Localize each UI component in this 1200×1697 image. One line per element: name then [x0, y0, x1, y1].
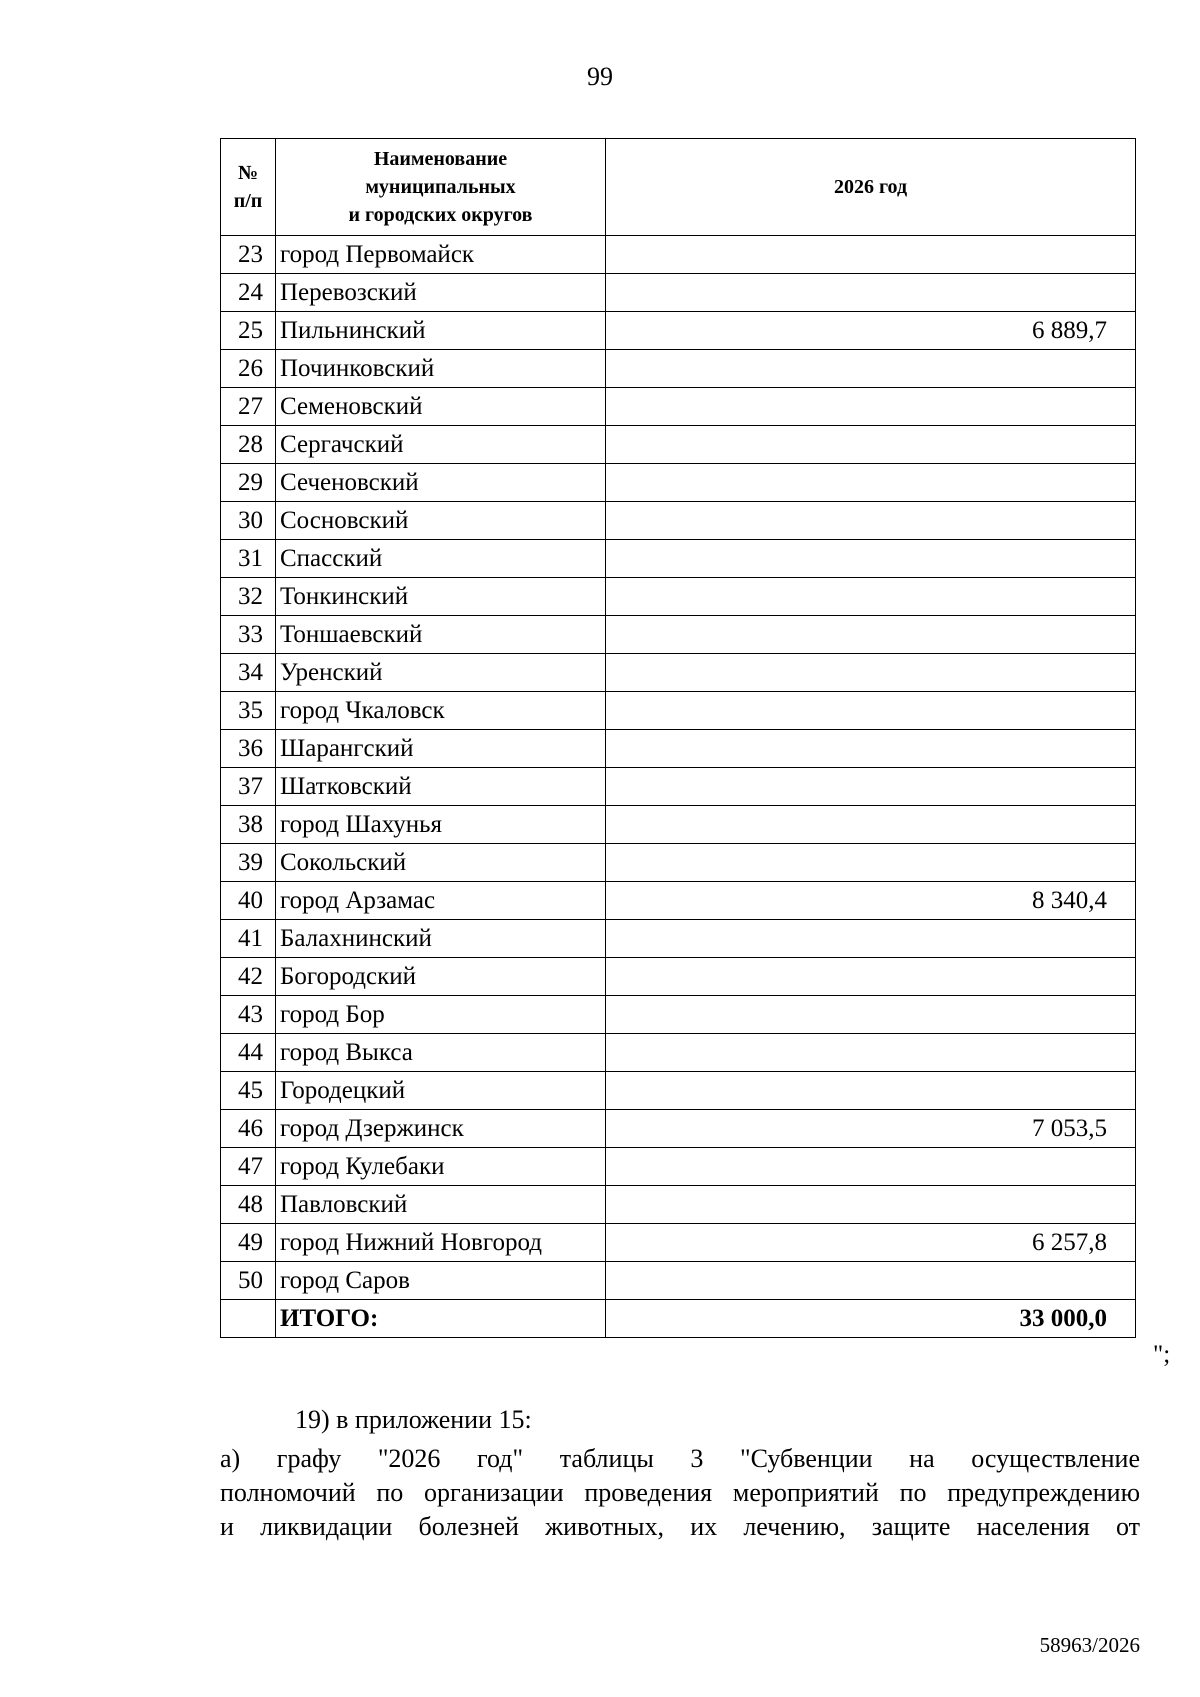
- row-number: 29: [221, 464, 276, 502]
- row-number: 45: [221, 1072, 276, 1110]
- table-row: [221, 578, 1136, 616]
- row-number: 47: [221, 1148, 276, 1186]
- district-name: город Первомайск: [276, 236, 606, 274]
- table-row: [221, 1110, 1136, 1148]
- row-value: [606, 426, 1136, 464]
- district-name: Балахнинский: [276, 920, 606, 958]
- table-row: [221, 1148, 1136, 1186]
- row-number: 35: [221, 692, 276, 730]
- row-number: 30: [221, 502, 276, 540]
- district-name: Перевозский: [276, 274, 606, 312]
- district-name: Сергачский: [276, 426, 606, 464]
- district-name: город Нижний Новгород: [276, 1224, 606, 1262]
- row-number: 44: [221, 1034, 276, 1072]
- table-total-row: [221, 1300, 1136, 1338]
- row-value: 8 340,4: [606, 882, 1136, 920]
- table-row: [221, 236, 1136, 274]
- page-number: 99: [587, 62, 613, 91]
- table-row: [221, 1262, 1136, 1300]
- total-empty-cell: [221, 1300, 276, 1338]
- paragraph-line-2: полномочий по организации проведения мероприятий по предупреждению: [220, 1478, 1140, 1507]
- row-value: [606, 768, 1136, 806]
- row-value: [606, 692, 1136, 730]
- table-row: [221, 958, 1136, 996]
- row-value: 6 257,8: [606, 1224, 1136, 1262]
- row-number: 39: [221, 844, 276, 882]
- row-number: 26: [221, 350, 276, 388]
- district-name: город Арзамас: [276, 882, 606, 920]
- header-num: № п/п: [221, 139, 276, 236]
- total-label: ИТОГО:: [276, 1300, 606, 1338]
- row-number: 33: [221, 616, 276, 654]
- row-number: 38: [221, 806, 276, 844]
- row-value: 7 053,5: [606, 1110, 1136, 1148]
- district-name: Сеченовский: [276, 464, 606, 502]
- district-name: Починковский: [276, 350, 606, 388]
- row-value: [606, 616, 1136, 654]
- table-row: [221, 426, 1136, 464]
- row-number: 32: [221, 578, 276, 616]
- total-value: 33 000,0: [606, 1300, 1136, 1338]
- header-name: Наименование муниципальных и городских округов: [276, 139, 606, 236]
- table-row: [221, 312, 1136, 350]
- table-row: [221, 1072, 1136, 1110]
- row-value: [606, 806, 1136, 844]
- table-row: [221, 616, 1136, 654]
- district-name: город Чкаловск: [276, 692, 606, 730]
- row-number: 23: [221, 236, 276, 274]
- row-value: [606, 844, 1136, 882]
- row-value: [606, 730, 1136, 768]
- row-value: [606, 1148, 1136, 1186]
- district-name: город Бор: [276, 996, 606, 1034]
- district-name: Шатковский: [276, 768, 606, 806]
- table-body: [221, 236, 1136, 1338]
- row-number: 34: [221, 654, 276, 692]
- table-row: [221, 844, 1136, 882]
- row-number: 49: [221, 1224, 276, 1262]
- row-value: [606, 1186, 1136, 1224]
- table-row: [221, 654, 1136, 692]
- table-row: [221, 1034, 1136, 1072]
- table-row: [221, 996, 1136, 1034]
- district-name: Сокольский: [276, 844, 606, 882]
- row-number: 25: [221, 312, 276, 350]
- closing-quote: ";: [1153, 1341, 1171, 1368]
- district-name: город Кулебаки: [276, 1148, 606, 1186]
- row-value: [606, 540, 1136, 578]
- table-row: [221, 464, 1136, 502]
- table-row: [221, 730, 1136, 768]
- row-number: 37: [221, 768, 276, 806]
- paragraph-line-3: и ликвидации болезней животных, их лечению, защите населения от: [220, 1512, 1140, 1541]
- district-name: Тоншаевский: [276, 616, 606, 654]
- table-row: [221, 502, 1136, 540]
- subsidies-table: [220, 138, 1136, 1338]
- row-number: 46: [221, 1110, 276, 1148]
- table-header-row: [221, 139, 1136, 236]
- table-row: [221, 350, 1136, 388]
- row-value: [606, 1034, 1136, 1072]
- district-name: Семеновский: [276, 388, 606, 426]
- table-row: [221, 540, 1136, 578]
- row-number: 24: [221, 274, 276, 312]
- row-number: 31: [221, 540, 276, 578]
- district-name: Богородский: [276, 958, 606, 996]
- paragraph-item-19: 19) в приложении 15:: [295, 1405, 532, 1434]
- row-number: 27: [221, 388, 276, 426]
- table-row: [221, 806, 1136, 844]
- district-name: Тонкинский: [276, 578, 606, 616]
- row-value: [606, 996, 1136, 1034]
- row-value: [606, 350, 1136, 388]
- row-value: [606, 502, 1136, 540]
- row-value: [606, 464, 1136, 502]
- row-number: 41: [221, 920, 276, 958]
- district-name: Уренский: [276, 654, 606, 692]
- row-number: 42: [221, 958, 276, 996]
- table-row: [221, 920, 1136, 958]
- row-value: [606, 236, 1136, 274]
- row-number: 36: [221, 730, 276, 768]
- district-name: Шарангский: [276, 730, 606, 768]
- row-value: [606, 654, 1136, 692]
- row-number: 28: [221, 426, 276, 464]
- row-value: [606, 1262, 1136, 1300]
- table-row: [221, 692, 1136, 730]
- table-row: [221, 1186, 1136, 1224]
- table-row: [221, 882, 1136, 920]
- district-name: Городецкий: [276, 1072, 606, 1110]
- row-value: [606, 920, 1136, 958]
- table-row: [221, 388, 1136, 426]
- row-value: [606, 958, 1136, 996]
- row-number: 43: [221, 996, 276, 1034]
- table-row: [221, 768, 1136, 806]
- district-name: город Шахунья: [276, 806, 606, 844]
- table-row: [221, 274, 1136, 312]
- paragraph-line-1: а) графу "2026 год" таблицы 3 "Субвенции на осуществление: [220, 1444, 1140, 1473]
- district-name: город Дзержинск: [276, 1110, 606, 1148]
- district-name: Спасский: [276, 540, 606, 578]
- district-name: Сосновский: [276, 502, 606, 540]
- row-number: 48: [221, 1186, 276, 1224]
- row-value: [606, 388, 1136, 426]
- row-number: 40: [221, 882, 276, 920]
- row-value: [606, 274, 1136, 312]
- row-number: 50: [221, 1262, 276, 1300]
- row-value: [606, 578, 1136, 616]
- table-row: [221, 1224, 1136, 1262]
- district-name: Пильнинский: [276, 312, 606, 350]
- district-name: город Саров: [276, 1262, 606, 1300]
- header-year: 2026 год: [606, 139, 1136, 236]
- document-code: 58963/2026: [1039, 1633, 1140, 1657]
- row-value: [606, 1072, 1136, 1110]
- district-name: Павловский: [276, 1186, 606, 1224]
- row-value: 6 889,7: [606, 312, 1136, 350]
- district-name: город Выкса: [276, 1034, 606, 1072]
